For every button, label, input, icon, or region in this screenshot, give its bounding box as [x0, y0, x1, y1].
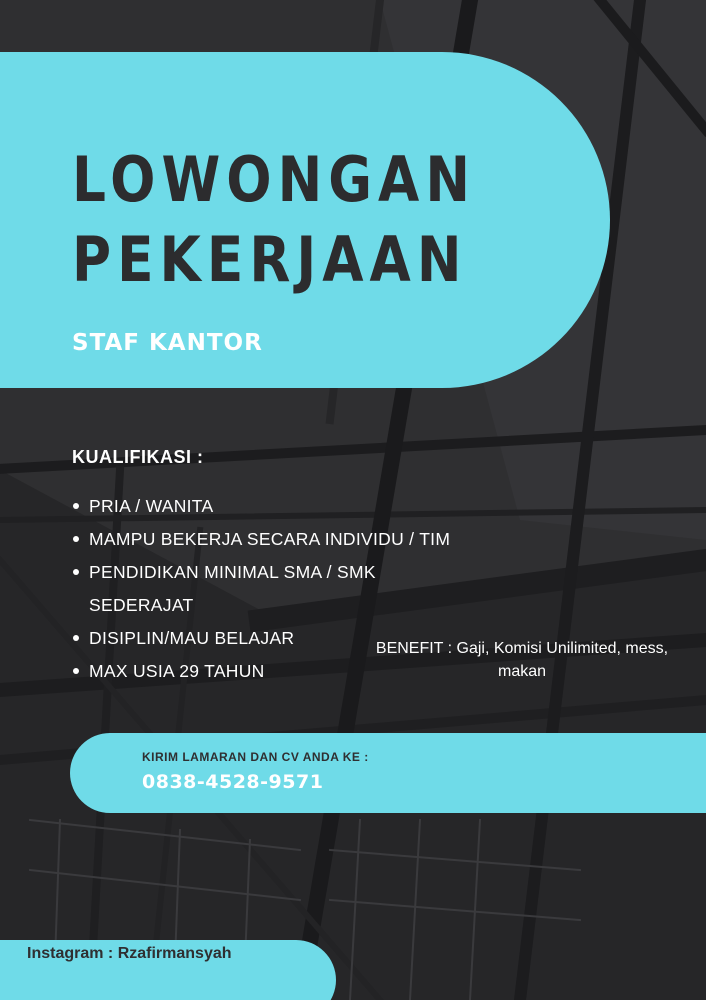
benefit-text: BENEFIT : Gaji, Komisi Unilimited, mess, makan: [375, 640, 669, 680]
list-item: [72, 523, 492, 556]
title-line-1: LOWONGAN: [72, 143, 476, 216]
contact-label: KIRIM LAMARAN DAN CV ANDA KE :: [142, 750, 369, 764]
page-title: [72, 140, 476, 300]
list-item-text: PRIA / WANITA: [89, 496, 214, 516]
qualification-heading: KUALIFIKASI :: [72, 447, 204, 467]
list-item: [72, 490, 492, 523]
job-title: STAF KANTOR: [72, 330, 263, 356]
list-item-text: DISIPLIN/MAU BELAJAR: [89, 628, 295, 648]
contact-phone-number: 0838-4528-9571: [142, 771, 324, 793]
list-item-text: PENDIDIKAN MINIMAL SMA / SMK: [89, 562, 376, 582]
title-line-2: PEKERJAAN: [72, 223, 468, 296]
list-item-text: MAX USIA 29 TAHUN: [89, 661, 265, 681]
list-item-text-continued: SEDERAJAT: [89, 595, 194, 615]
list-item: [72, 556, 492, 622]
list-item-text: MAMPU BEKERJA SECARA INDIVIDU / TIM: [89, 529, 451, 549]
instagram-handle: Instagram : Rzafirmansyah: [27, 945, 232, 962]
